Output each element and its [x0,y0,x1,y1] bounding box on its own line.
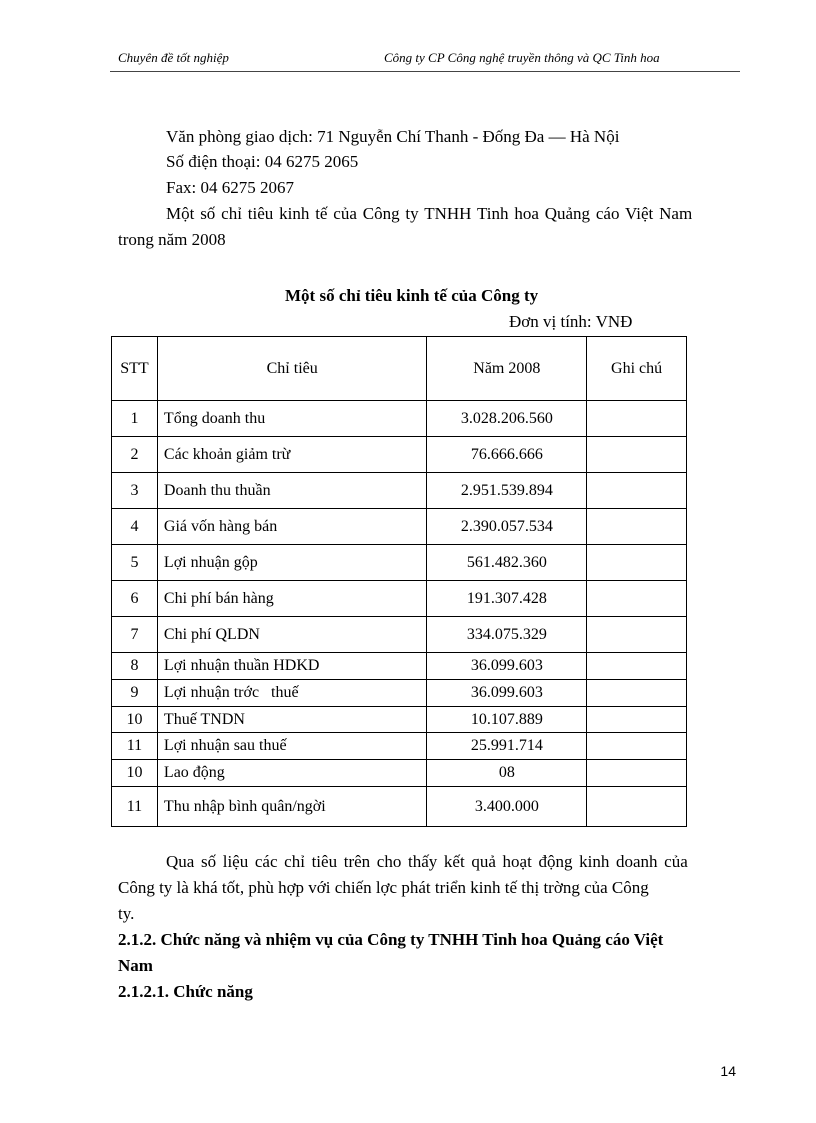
table-title: Một số chỉ tiêu kinh tế của Công ty [285,286,539,305]
row-indicator: Lợi nhuận trớc thuế [157,680,427,707]
conclusion-line-3: ty. [118,904,135,923]
table-row [112,617,687,653]
row-value: 191.307.428 [427,581,587,617]
row-indicator: Lợi nhuận sau thuế [157,733,427,760]
row-indicator: Thu nhập bình quân/ngời [157,787,427,827]
table-row [112,653,687,680]
row-value: 3.400.000 [427,787,587,827]
table-row [112,401,687,437]
row-stt: 10 [112,760,158,787]
header-note: Ghi chú [587,337,687,401]
row-stt: 8 [112,653,158,680]
row-note [587,581,687,617]
row-indicator: Tổng doanh thu [157,401,427,437]
row-value: 25.991.714 [427,733,587,760]
row-indicator: Lợi nhuận gộp [157,545,427,581]
row-value: 76.666.666 [427,437,587,473]
intro-summary: Một số chỉ tiêu kinh tế của Công ty TNHH Tinh hoa Quảng cáo Việt Nam [166,204,693,223]
section-heading-cont: Nam [118,956,153,975]
row-note [587,401,687,437]
row-value: 08 [427,760,587,787]
row-note [587,707,687,733]
table-row [112,733,687,760]
row-stt: 11 [112,787,158,827]
row-note [587,473,687,509]
row-indicator: Lao động [157,760,427,787]
row-indicator: Chi phí QLDN [157,617,427,653]
table-row [112,509,687,545]
row-stt: 4 [112,509,158,545]
header-indicator: Chỉ tiêu [157,337,427,401]
table-row [112,473,687,509]
row-indicator: Các khoản giảm trừ [157,437,427,473]
row-stt: 3 [112,473,158,509]
table-row [112,787,687,827]
row-stt: 1 [112,401,158,437]
table-unit: Đơn vị tính: VNĐ [509,312,633,331]
row-stt: 2 [112,437,158,473]
row-indicator: Thuế TNDN [157,707,427,733]
header-stt: STT [112,337,158,401]
conclusion-line-1: Qua số liệu các chỉ tiêu trên cho thấy kết quả hoạt động kinh doanh của [166,852,688,871]
row-note [587,545,687,581]
intro-year: trong năm 2008 [118,230,226,249]
row-stt: 7 [112,617,158,653]
row-value: 10.107.889 [427,707,587,733]
row-value: 561.482.360 [427,545,587,581]
row-stt: 11 [112,733,158,760]
section-heading: 2.1.2. Chức năng và nhiệm vụ của Công ty TNHH Tinh hoa Quảng cáo Việt [118,930,664,949]
row-indicator: Giá vốn hàng bán [157,509,427,545]
row-indicator: Doanh thu thuần [157,473,427,509]
table-row [112,760,687,787]
row-note [587,653,687,680]
row-stt: 9 [112,680,158,707]
table-row [112,437,687,473]
row-note [587,760,687,787]
header-left: Chuyên đề tốt nghiệp [118,50,229,65]
table-header-row [112,337,687,401]
row-value: 3.028.206.560 [427,401,587,437]
row-value: 36.099.603 [427,680,587,707]
row-indicator: Lợi nhuận thuần HDKD [157,653,427,680]
row-stt: 10 [112,707,158,733]
indicators-table [111,336,687,827]
row-value: 36.099.603 [427,653,587,680]
header-divider [110,71,740,72]
row-note [587,680,687,707]
row-note [587,787,687,827]
row-stt: 5 [112,545,158,581]
row-note [587,509,687,545]
page-number: 14 [720,1063,736,1079]
subsection-heading: 2.1.2.1. Chức năng [118,982,253,1001]
row-indicator: Chi phí bán hàng [157,581,427,617]
row-value: 2.390.057.534 [427,509,587,545]
header-right: Công ty CP Công nghệ truyền thông và QC Tinh hoa [384,50,660,65]
row-note [587,437,687,473]
row-value: 334.075.329 [427,617,587,653]
table-row [112,707,687,733]
header-year: Năm 2008 [427,337,587,401]
intro-address: Văn phòng giao dịch: 71 Nguyễn Chí Thanh - Đống Đa — Hà Nội [166,127,620,146]
row-stt: 6 [112,581,158,617]
intro-phone: Số điện thoại: 04 6275 2065 [166,152,359,171]
row-note [587,617,687,653]
table-row [112,545,687,581]
row-note [587,733,687,760]
conclusion-line-2: Công ty là khá tốt, phù hợp với chiến lợc phát triển kinh tế thị trờng của Công [118,878,649,897]
row-value: 2.951.539.894 [427,473,587,509]
intro-fax: Fax: 04 6275 2067 [166,178,294,197]
table-row [112,581,687,617]
table-row [112,680,687,707]
